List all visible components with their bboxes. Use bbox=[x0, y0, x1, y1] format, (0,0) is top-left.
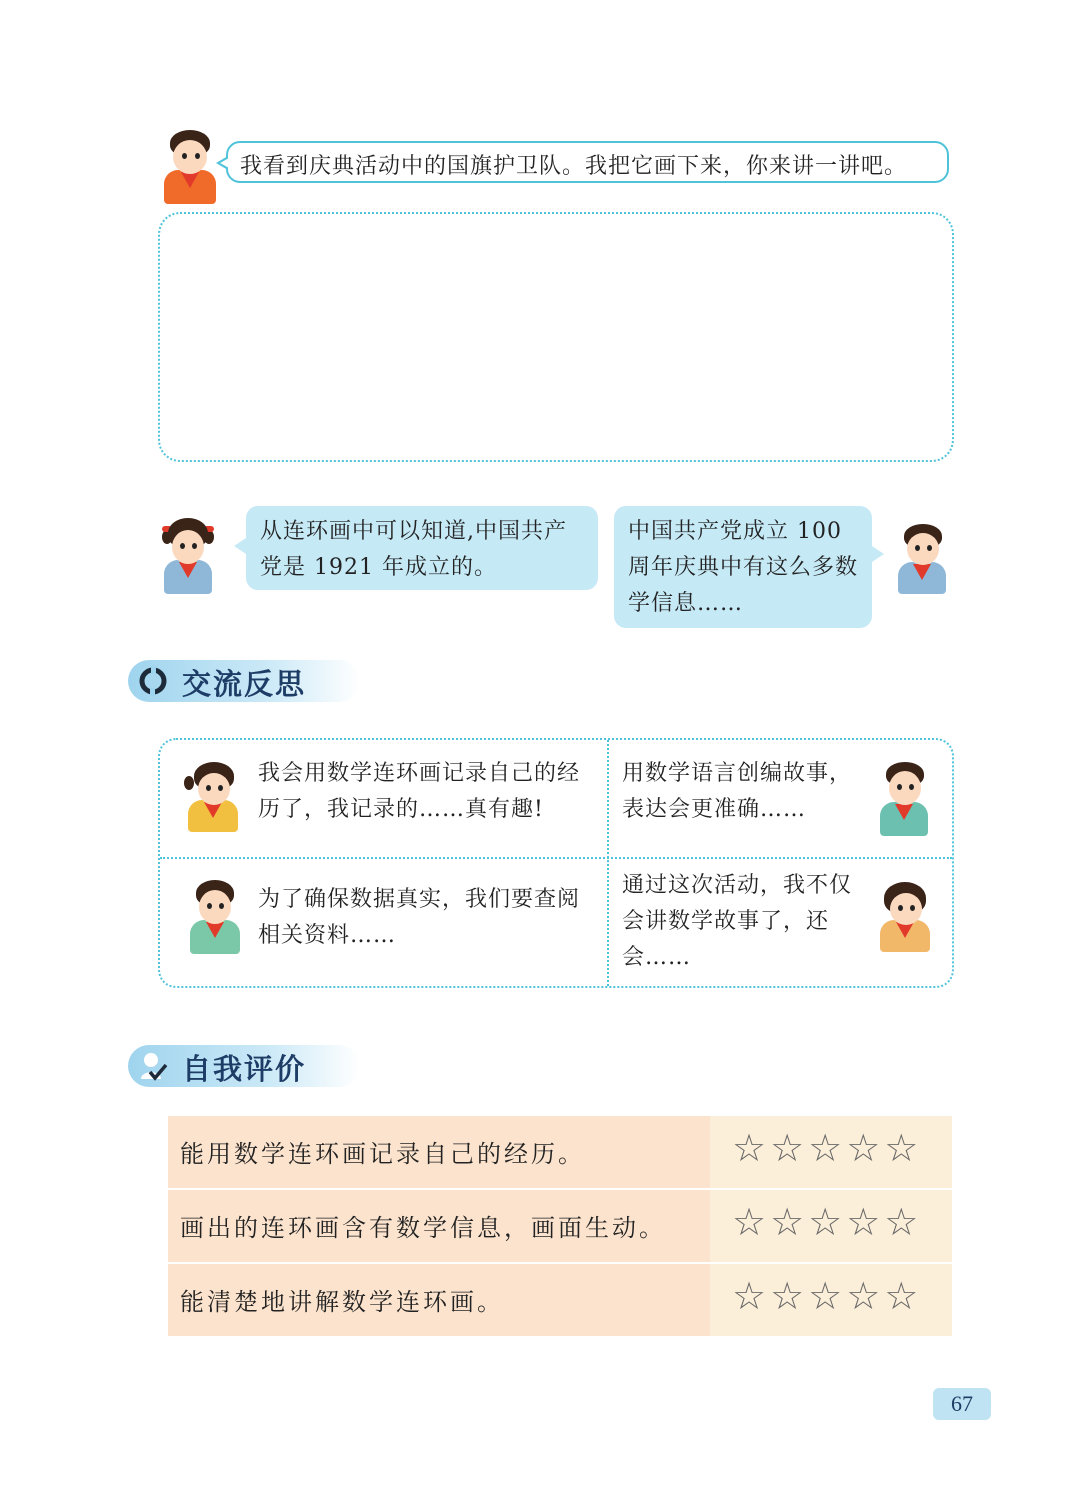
eval-row bbox=[168, 1264, 952, 1336]
reflection-grid bbox=[158, 738, 954, 988]
speech-bubble-boy bbox=[614, 506, 872, 628]
boy-avatar-reflection-top bbox=[874, 760, 934, 836]
section-title-reflection: 交流反思 bbox=[182, 667, 307, 701]
star-rating[interactable]: ☆☆☆☆☆ bbox=[732, 1200, 923, 1244]
speech-text: 我看到庆典活动中的国旗护卫队。我把它画下来，你来讲一讲吧。 bbox=[240, 154, 908, 179]
person-check-icon bbox=[138, 1051, 168, 1081]
girl-avatar bbox=[160, 516, 216, 594]
eval-criterion: 能清楚地讲解数学连环画。 bbox=[180, 1288, 504, 1316]
speech-bubble-girl bbox=[246, 506, 598, 590]
eval-row bbox=[168, 1116, 952, 1188]
boy-avatar-right bbox=[892, 522, 952, 594]
star-rating[interactable]: ☆☆☆☆☆ bbox=[732, 1126, 923, 1170]
eval-criterion: 画出的连环画含有数学信息，画面生动。 bbox=[180, 1214, 666, 1242]
reflection-text-bottom-left: 为了确保数据真实，我们要查阅相关资料…… bbox=[258, 887, 581, 948]
boy-avatar-top bbox=[160, 128, 222, 204]
bubble-girl-text: 从连环画中可以知道,中国共产党是 1921 年成立的。 bbox=[260, 519, 567, 580]
section-title-self-eval: 自我评价 bbox=[182, 1052, 307, 1086]
reflection-text-top-left: 我会用数学连环画记录自己的经历了，我记录的……真有趣! bbox=[258, 761, 581, 822]
eval-criterion: 能用数学连环画记录自己的经历。 bbox=[180, 1140, 585, 1168]
eval-row bbox=[168, 1190, 952, 1262]
reflection-text-top-right: 用数学语言创编故事，表达会更准确…… bbox=[622, 761, 853, 822]
speech-bubble-top bbox=[226, 141, 949, 183]
boy-avatar-reflection-bottom bbox=[184, 878, 246, 954]
reflection-text-bottom-right: 通过这次活动，我不仅会讲数学故事了，还会…… bbox=[622, 873, 853, 970]
page-number: 67 bbox=[933, 1388, 991, 1420]
star-rating[interactable]: ☆☆☆☆☆ bbox=[732, 1274, 923, 1318]
girl-avatar-reflection bbox=[182, 760, 244, 832]
refresh-icon bbox=[138, 666, 168, 696]
girl-avatar-reflection-bottom bbox=[874, 880, 936, 952]
section-header-self-eval bbox=[128, 1045, 360, 1087]
bubble-boy-text: 中国共产党成立 100 周年庆典中有这么多数学信息…… bbox=[628, 519, 859, 616]
section-header-reflection bbox=[128, 660, 360, 702]
drawing-area[interactable] bbox=[158, 212, 954, 462]
